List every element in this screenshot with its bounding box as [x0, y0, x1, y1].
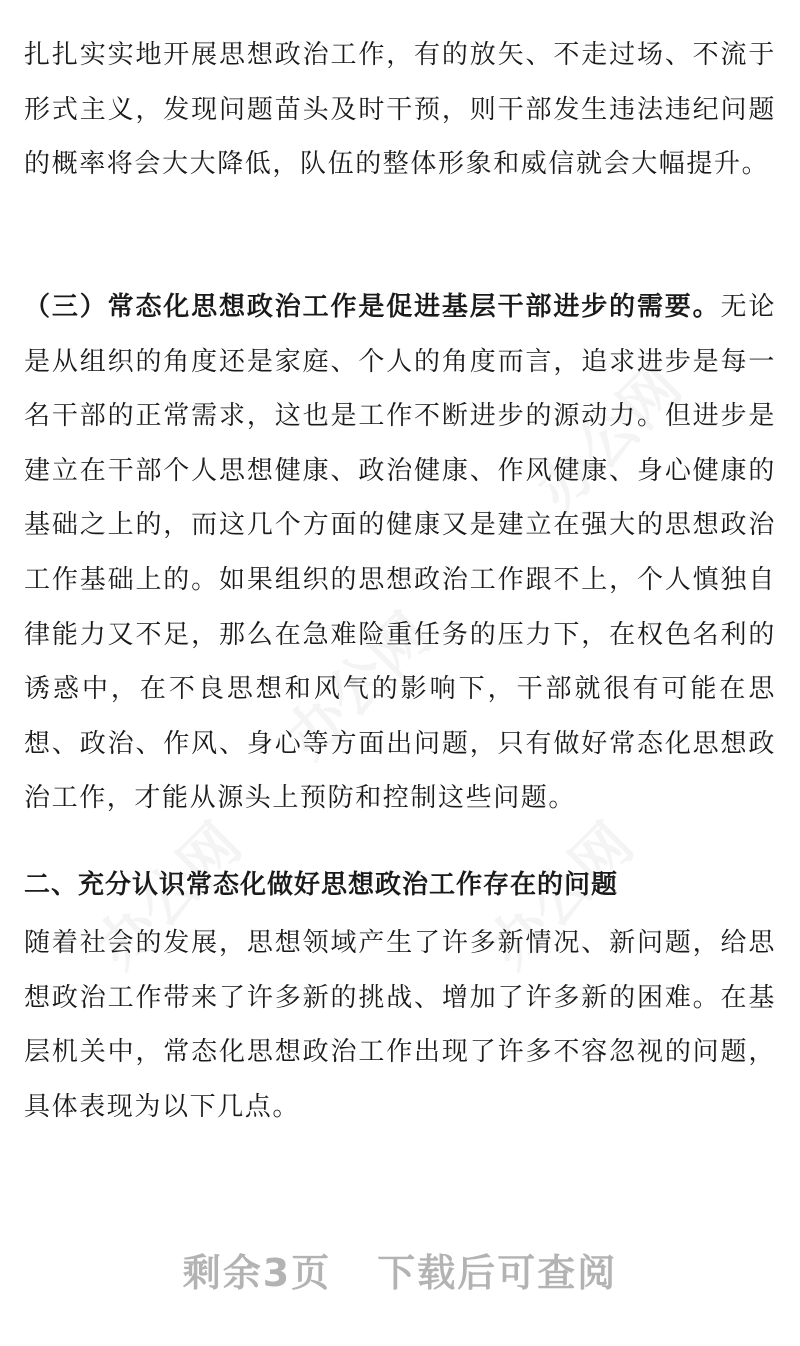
watermark: 办公网	[522, 351, 695, 524]
download-to-view-label[interactable]: 下载后可查阅	[377, 1251, 618, 1295]
body-paragraph: 随着社会的发展，思想领域产生了许多新情况、新问题，给思想政治工作带来了许多新的挑战、增加了许多新的困难。在基层机关中，常态化思想政治工作出现了许多不容忽视的问题，具体表现为以下几点。	[24, 928, 776, 1122]
section-heading: 二、充分认识常态化做好思想政治工作存在的问题	[24, 870, 619, 900]
remaining-pages-label: 剩余3页	[182, 1251, 332, 1295]
watermark: 办公网	[82, 809, 255, 982]
subsection-heading: （三）常态化思想政治工作是促进基层干部进步的需要。	[24, 292, 721, 322]
body-paragraph	[24, 280, 776, 826]
paragraph-text: 无论是从组织的角度还是家庭、个人的角度而言，追求进步是每一名干部的正常需求，这也是工作不断进步的源动力。但进步是建立在干部个人思想健康、政治健康、作风健康、身心健康的基础之上的，而这几个方面的健康又是建立在强大的思想政治工作基础上的。如果组织的思想政治工作跟不上，个人慎独自律能力又不足，那么在急难险重任务的压力下，在权色名利的诱惑中，在不良思想和风气的影响下，干部就很有可能在思想、政治、作风、身心等方面出问题，只有做好常态化思想政治工作，才能从源头上预防和控制这些问题。	[24, 292, 776, 814]
watermark: 办公网	[272, 599, 445, 772]
body-paragraph: 扎扎实实地开展思想政治工作，有的放矢、不走过场、不流于形式主义，发现问题苗头及时干预，则干部发生违法违纪问题的概率将会大大降低，队伍的整体形象和威信就会大幅提升。	[24, 40, 776, 180]
watermark: 办公网	[474, 809, 647, 982]
download-banner[interactable]	[0, 1242, 800, 1297]
